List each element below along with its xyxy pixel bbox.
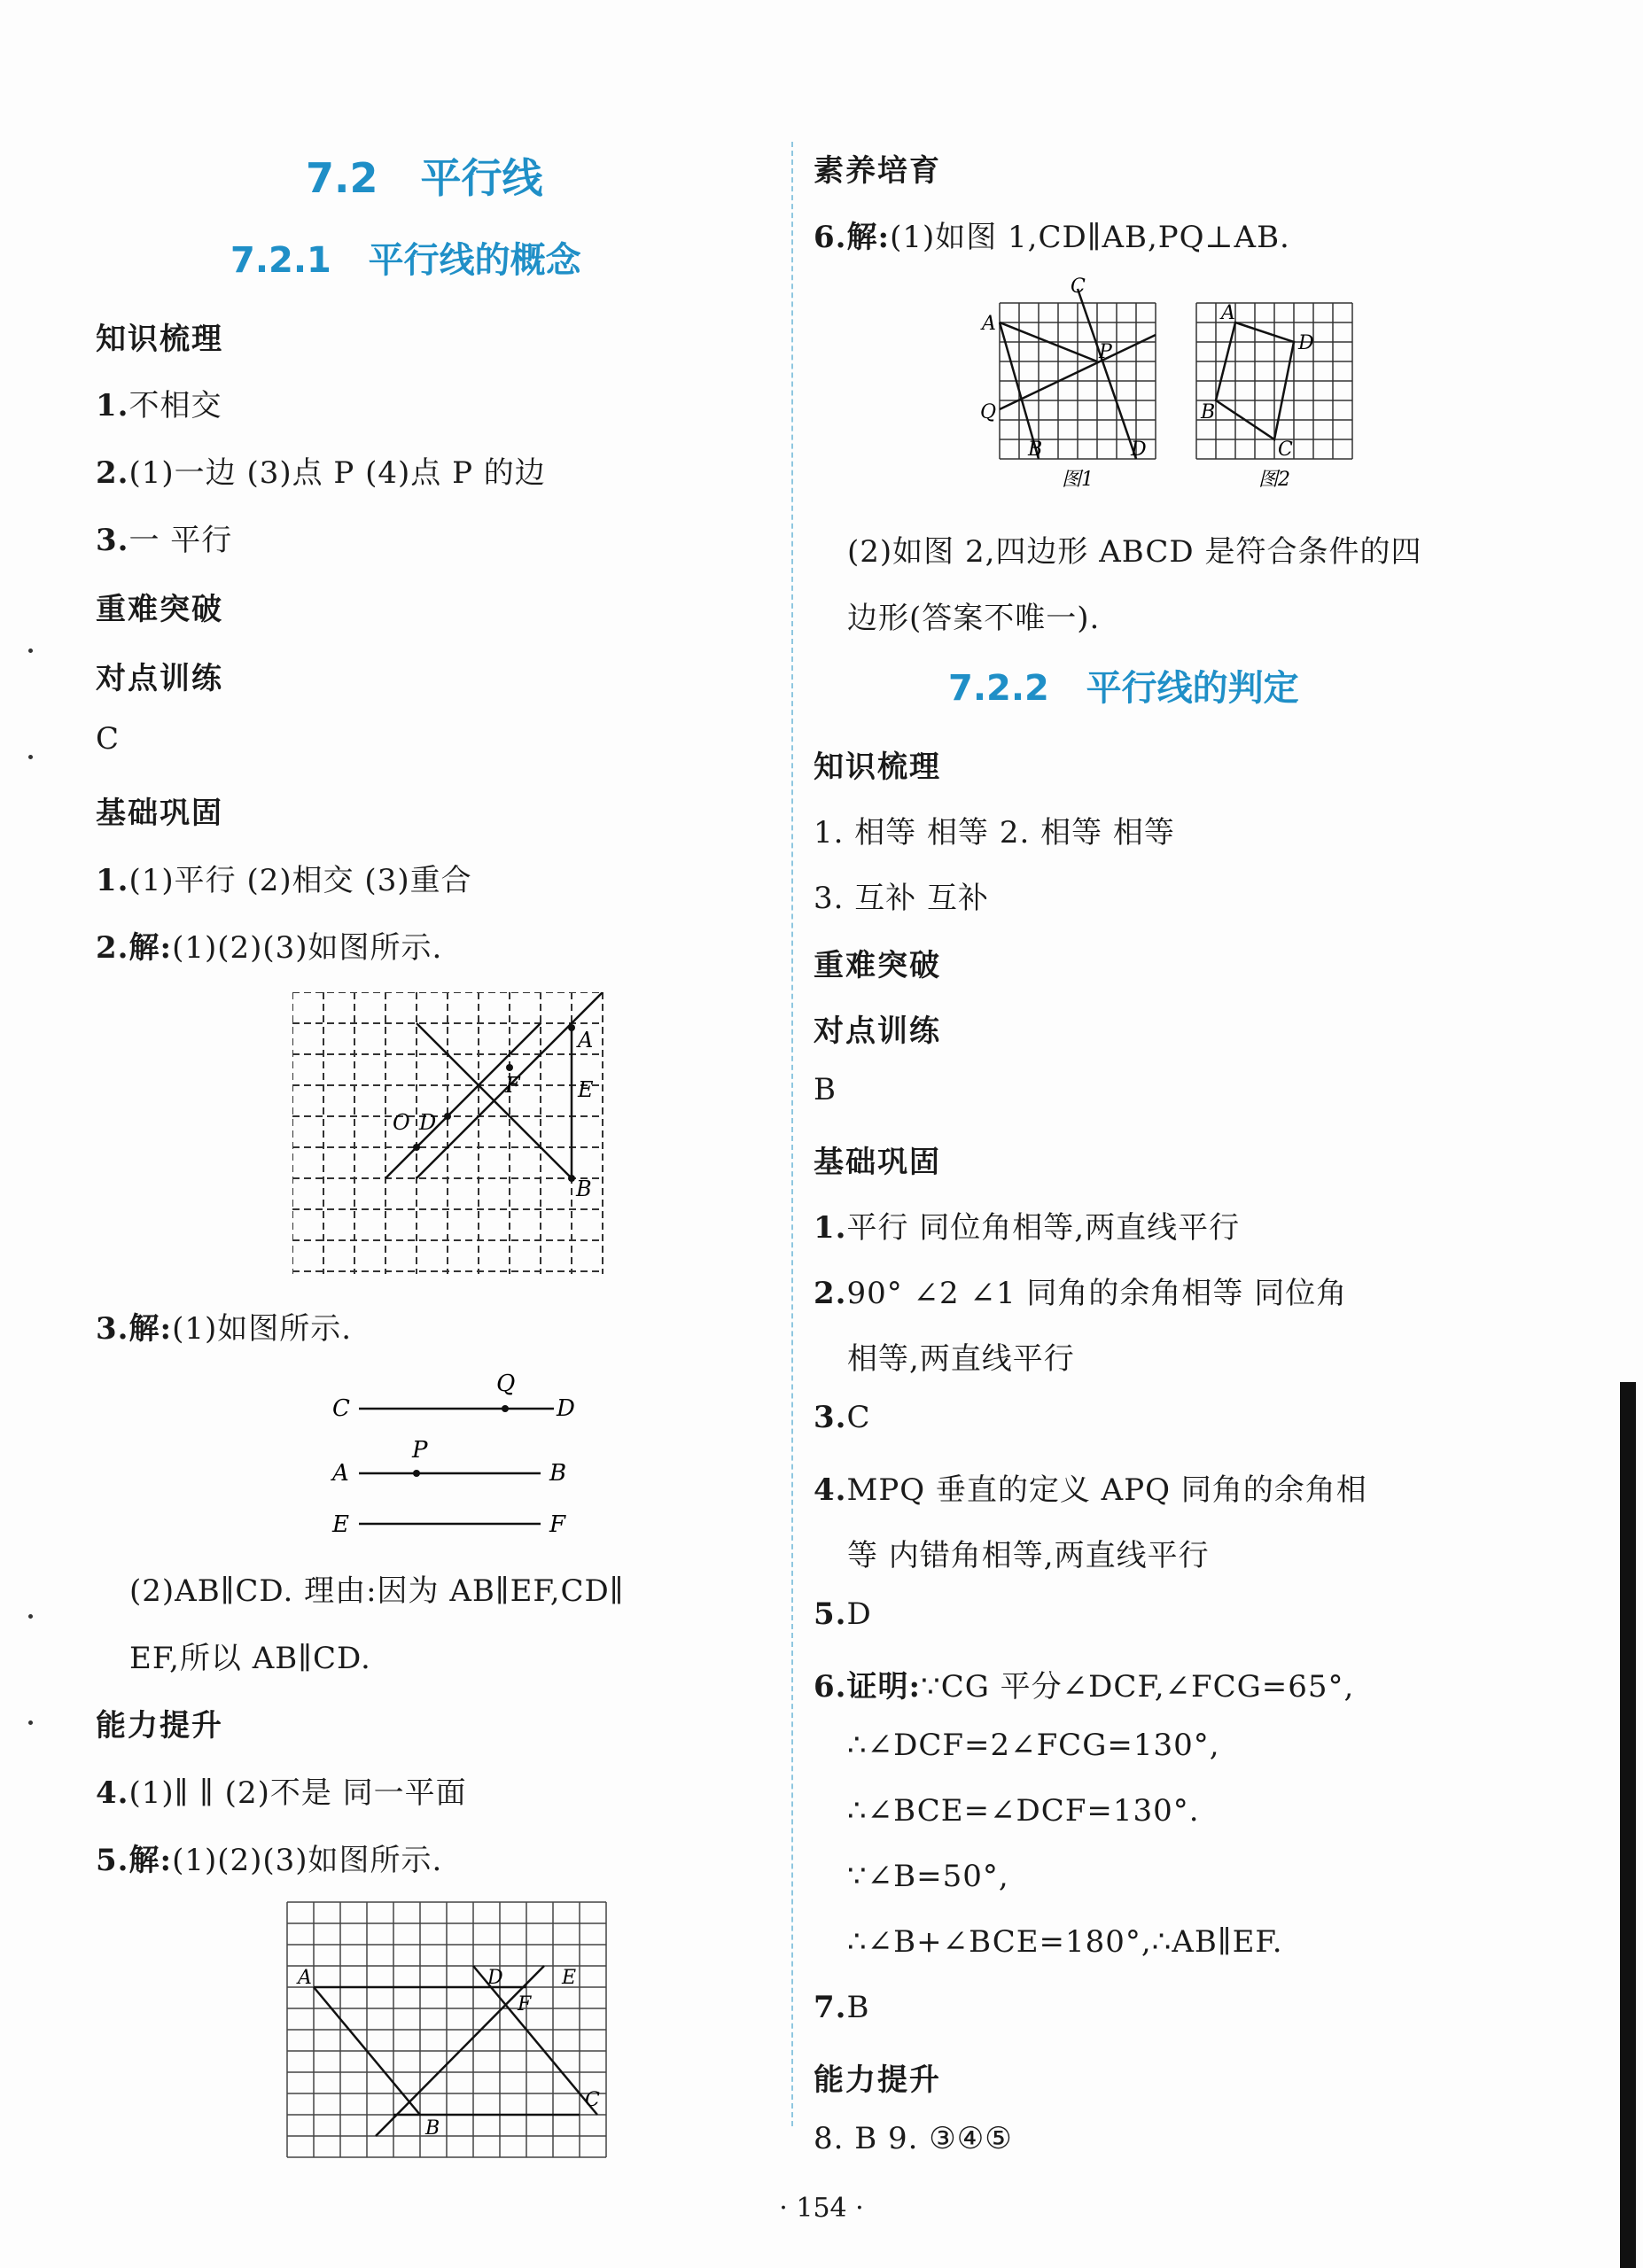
svg-text:A: A [298, 1967, 312, 1989]
right-n8-n9: 8. B 9. ③④⑤ [814, 2121, 1013, 2156]
figure-2-grid [1183, 276, 1369, 498]
svg-text:A: A [578, 1028, 594, 1052]
left-j3: 3.解:(1)如图所示. [96, 1311, 353, 1347]
left-duidian-answer: C [96, 721, 121, 757]
svg-text:C: C [332, 1395, 350, 1422]
svg-text:D: D [557, 1395, 575, 1422]
right-s6: 6.解:(1)如图 1,CD∥AB,PQ⊥AB. [814, 220, 1290, 255]
svg-text:B: B [576, 1177, 592, 1201]
figure-parallel-lines [328, 1369, 585, 1537]
left-n5: 5.解:(1)(2)(3)如图所示. [96, 1843, 443, 1878]
svg-text:P: P [1099, 341, 1112, 363]
figure-solid-grid [285, 1900, 615, 2159]
heading-zhongnan: 重难突破 [96, 592, 223, 627]
left-n4: 4.(1)∥ ∥ (2)不是 同一平面 [96, 1775, 467, 1811]
subsection-title-1: 7.2.1 平行线的概念 [230, 240, 581, 281]
svg-text:C: C [1278, 439, 1293, 461]
svg-text:B: B [549, 1460, 567, 1487]
fig1-caption: 图1 [1062, 469, 1094, 491]
scan-edge-bar [1620, 1382, 1636, 2268]
right-s6-part2-line2: 边形(答案不唯一). [847, 601, 1101, 636]
heading-zhishi-right: 知识梳理 [814, 750, 941, 785]
left-j2: 2.解:(1)(2)(3)如图所示. [96, 930, 443, 966]
heading-suyang: 素养培育 [814, 153, 941, 189]
right-j6-line4: ∵∠B=50°, [847, 1859, 1009, 1894]
margin-dot [28, 1720, 33, 1725]
svg-text:Q: Q [980, 401, 997, 423]
left-k1: 1.不相交 [96, 388, 222, 423]
svg-text:D: D [487, 1967, 503, 1989]
svg-text:B: B [1028, 439, 1043, 461]
svg-text:P: P [412, 1437, 428, 1464]
column-divider [791, 142, 793, 2126]
svg-text:F: F [505, 1073, 520, 1098]
svg-text:F: F [518, 1993, 532, 2016]
svg-text:E: E [562, 1967, 577, 1989]
margin-dot [28, 649, 33, 653]
right-j3: 3.C [814, 1400, 871, 1435]
right-j1: 1.平行 同位角相等,两直线平行 [814, 1210, 1241, 1246]
left-j3-part2-line2: EF,所以 AB∥CD. [129, 1641, 371, 1676]
svg-text:E: E [332, 1511, 349, 1537]
svg-text:A: A [982, 313, 996, 335]
heading-nengli-left: 能力提升 [96, 1708, 223, 1744]
svg-text:D: D [1131, 439, 1147, 461]
right-j2-cont: 相等,两直线平行 [847, 1341, 1075, 1377]
heading-duidian: 对点训练 [96, 661, 223, 696]
svg-text:Q: Q [496, 1371, 516, 1397]
right-j7: 7.B [814, 1990, 870, 2025]
fig2-caption: 图2 [1258, 469, 1290, 491]
left-k3: 3.一 平行 [96, 523, 233, 558]
margin-dot [28, 755, 33, 759]
svg-text:E: E [578, 1077, 594, 1102]
svg-text:A: A [1221, 302, 1235, 324]
right-j4: 4.MPQ 垂直的定义 APQ 同角的余角相 [814, 1472, 1367, 1508]
right-j4-cont: 等 内错角相等,两直线平行 [847, 1538, 1210, 1573]
svg-text:D: D [419, 1110, 437, 1135]
right-duidian-answer: B [814, 1072, 837, 1107]
svg-text:C: C [1071, 276, 1086, 298]
svg-text:A: A [332, 1460, 349, 1487]
right-j6-line2: ∴∠DCF=2∠FCG=130°, [847, 1728, 1220, 1763]
right-j6-line3: ∴∠BCE=∠DCF=130°. [847, 1793, 1200, 1829]
figure-1-grid [975, 276, 1170, 498]
heading-duidian-right: 对点训练 [814, 1014, 941, 1049]
section-title: 7.2 平行线 [306, 154, 543, 202]
svg-text:O: O [393, 1110, 410, 1135]
figure-dashed-grid [292, 992, 611, 1276]
left-j1: 1.(1)平行 (2)相交 (3)重合 [96, 863, 472, 898]
margin-dot [28, 1614, 33, 1619]
heading-zhishi: 知识梳理 [96, 322, 223, 357]
heading-zhongnan-right: 重难突破 [814, 948, 941, 983]
right-j2: 2.90° ∠2 ∠1 同角的余角相等 同位角 [814, 1276, 1348, 1311]
right-s6-part2-line1: (2)如图 2,四边形 ABCD 是符合条件的四 [847, 534, 1422, 570]
left-j3-part2-line1: (2)AB∥CD. 理由:因为 AB∥EF,CD∥ [129, 1573, 625, 1609]
svg-text:D: D [1298, 332, 1314, 354]
svg-text:F: F [549, 1511, 566, 1537]
right-j5: 5.D [814, 1596, 872, 1632]
svg-text:C: C [585, 2089, 600, 2111]
subsection-title-2: 7.2.2 平行线的判定 [948, 668, 1299, 709]
svg-text:B: B [1201, 401, 1216, 423]
right-k3: 3. 互补 互补 [814, 881, 990, 916]
right-k1: 1. 相等 相等 2. 相等 相等 [814, 815, 1175, 850]
heading-jichu-right: 基础巩固 [814, 1145, 941, 1180]
heading-nengli-right: 能力提升 [814, 2062, 941, 2098]
page-number: · 154 · [779, 2193, 864, 2224]
right-j6: 6.证明:∵CG 平分∠DCF,∠FCG=65°, [814, 1669, 1355, 1705]
right-j6-line5: ∴∠B+∠BCE=180°,∴AB∥EF. [847, 1924, 1283, 1960]
svg-text:B: B [425, 2117, 440, 2140]
heading-jichu: 基础巩固 [96, 796, 223, 831]
left-k2: 2.(1)一边 (3)点 P (4)点 P 的边 [96, 455, 546, 491]
